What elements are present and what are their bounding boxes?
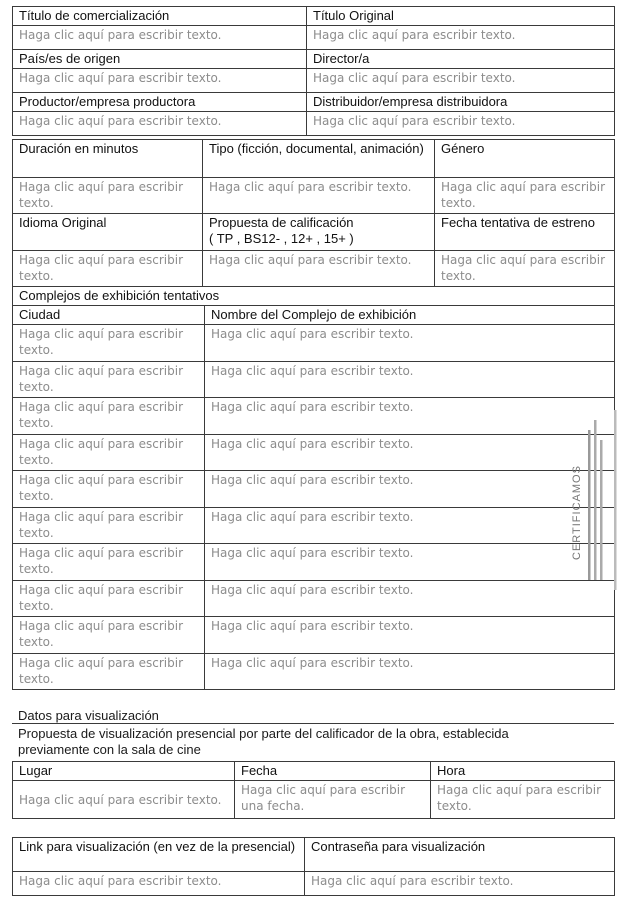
table-row [13, 544, 615, 581]
label-director: Director/a [307, 50, 615, 69]
label-pais-origen: País/es de origen [13, 50, 307, 69]
complejos-table [12, 286, 615, 690]
table-row [13, 507, 615, 544]
visualizacion-subtitle: Propuesta de visualización presencial por parte del calificador de la obra, establecida previamente con la sala de cine [18, 726, 509, 757]
label-productor: Productor/empresa productora [13, 93, 307, 112]
input-ciudad[interactable]: Haga clic aquí para escribir texto. [13, 617, 205, 654]
label-propuesta-calificacion [203, 214, 435, 251]
input-ciudad[interactable]: Haga clic aquí para escribir texto. [13, 361, 205, 398]
stamp-small-line-2 [594, 420, 597, 580]
label-lugar: Lugar [13, 762, 235, 781]
input-complejo[interactable]: Haga clic aquí para escribir texto. [205, 471, 615, 508]
input-titulo-comercializacion[interactable]: Haga clic aquí para escribir texto. [13, 26, 307, 50]
input-ciudad[interactable]: Haga clic aquí para escribir texto. [13, 398, 205, 435]
input-productor[interactable]: Haga clic aquí para escribir texto. [13, 112, 307, 136]
certification-stamp [548, 380, 622, 600]
input-ciudad[interactable]: Haga clic aquí para escribir texto. [13, 580, 205, 617]
technical-info-table [12, 139, 615, 287]
input-director[interactable]: Haga clic aquí para escribir texto. [307, 69, 615, 93]
datos-visualizacion-title: Datos para visualización [18, 708, 159, 723]
input-contrasena[interactable]: Haga clic aquí para escribir texto. [305, 872, 615, 896]
label-link: Link para visualización (en vez de la presencial) [13, 838, 305, 872]
label-idioma: Idioma Original [13, 214, 203, 251]
label-fecha: Fecha [235, 762, 431, 781]
label-nombre-complejo: Nombre del Complejo de exhibición [205, 306, 615, 325]
table-row [13, 617, 615, 654]
label-genero: Género [435, 140, 615, 178]
input-tipo[interactable]: Haga clic aquí para escribir texto. [203, 178, 435, 214]
input-idioma[interactable]: Haga clic aquí para escribir texto. [13, 251, 203, 287]
input-fecha[interactable]: Haga clic aquí para escribir una fecha. [235, 781, 431, 819]
stamp-title: CERTIFICAMOS [571, 465, 583, 560]
input-complejo[interactable]: Haga clic aquí para escribir texto. [205, 398, 615, 435]
propuesta-options: ( TP , BS12- , 12+ , 15+ ) [209, 231, 354, 246]
input-lugar[interactable]: Haga clic aquí para escribir texto. [13, 781, 235, 819]
input-ciudad[interactable]: Haga clic aquí para escribir texto. [13, 544, 205, 581]
label-duracion: Duración en minutos [13, 140, 203, 178]
input-complejo[interactable]: Haga clic aquí para escribir texto. [205, 653, 615, 690]
input-complejo[interactable]: Haga clic aquí para escribir texto. [205, 544, 615, 581]
input-genero[interactable]: Haga clic aquí para escribir texto. [435, 178, 615, 214]
table-row [13, 653, 615, 690]
input-complejo[interactable]: Haga clic aquí para escribir texto. [205, 434, 615, 471]
complejos-title: Complejos de exhibición tentativos [13, 287, 615, 306]
input-fecha-estreno[interactable]: Haga clic aquí para escribir texto. [435, 251, 615, 287]
table-row [13, 361, 615, 398]
input-complejo[interactable]: Haga clic aquí para escribir texto. [205, 580, 615, 617]
label-titulo-original: Título Original [307, 7, 615, 26]
input-ciudad[interactable]: Haga clic aquí para escribir texto. [13, 507, 205, 544]
table-row [13, 580, 615, 617]
visualizacion-presencial-table [12, 761, 615, 819]
label-contrasena: Contraseña para visualización [305, 838, 615, 872]
input-hora[interactable]: Haga clic aquí para escribir texto. [431, 781, 615, 819]
input-pais-origen[interactable]: Haga clic aquí para escribir texto. [13, 69, 307, 93]
label-hora: Hora [431, 762, 615, 781]
input-ciudad[interactable]: Haga clic aquí para escribir texto. [13, 325, 205, 362]
input-complejo[interactable]: Haga clic aquí para escribir texto. [205, 507, 615, 544]
stamp-small-line-4 [614, 410, 617, 590]
table-row [13, 471, 615, 508]
stamp-small-line-1 [588, 430, 591, 580]
input-ciudad[interactable]: Haga clic aquí para escribir texto. [13, 653, 205, 690]
label-ciudad: Ciudad [13, 306, 205, 325]
table-row [13, 434, 615, 471]
general-info-table [12, 6, 615, 136]
label-distribuidor: Distribuidor/empresa distribuidora [307, 93, 615, 112]
visualizacion-link-table [12, 837, 615, 896]
input-distribuidor[interactable]: Haga clic aquí para escribir texto. [307, 112, 615, 136]
label-titulo-comercializacion: Título de comercialización [13, 7, 307, 26]
input-complejo[interactable]: Haga clic aquí para escribir texto. [205, 361, 615, 398]
input-complejo[interactable]: Haga clic aquí para escribir texto. [205, 325, 615, 362]
input-ciudad[interactable]: Haga clic aquí para escribir texto. [13, 434, 205, 471]
label-fecha-estreno: Fecha tentativa de estreno [435, 214, 615, 251]
table-row [13, 398, 615, 435]
divider [12, 723, 614, 724]
input-titulo-original[interactable]: Haga clic aquí para escribir texto. [307, 26, 615, 50]
input-link[interactable]: Haga clic aquí para escribir texto. [13, 872, 305, 896]
input-complejo[interactable]: Haga clic aquí para escribir texto. [205, 617, 615, 654]
input-propuesta[interactable]: Haga clic aquí para escribir texto. [203, 251, 435, 287]
stamp-small-line-3 [600, 440, 603, 580]
input-ciudad[interactable]: Haga clic aquí para escribir texto. [13, 471, 205, 508]
label-tipo: Tipo (ficción, documental, animación) [203, 140, 435, 178]
input-duracion[interactable]: Haga clic aquí para escribir texto. [13, 178, 203, 214]
table-row [13, 325, 615, 362]
propuesta-label: Propuesta de calificación [209, 215, 354, 230]
